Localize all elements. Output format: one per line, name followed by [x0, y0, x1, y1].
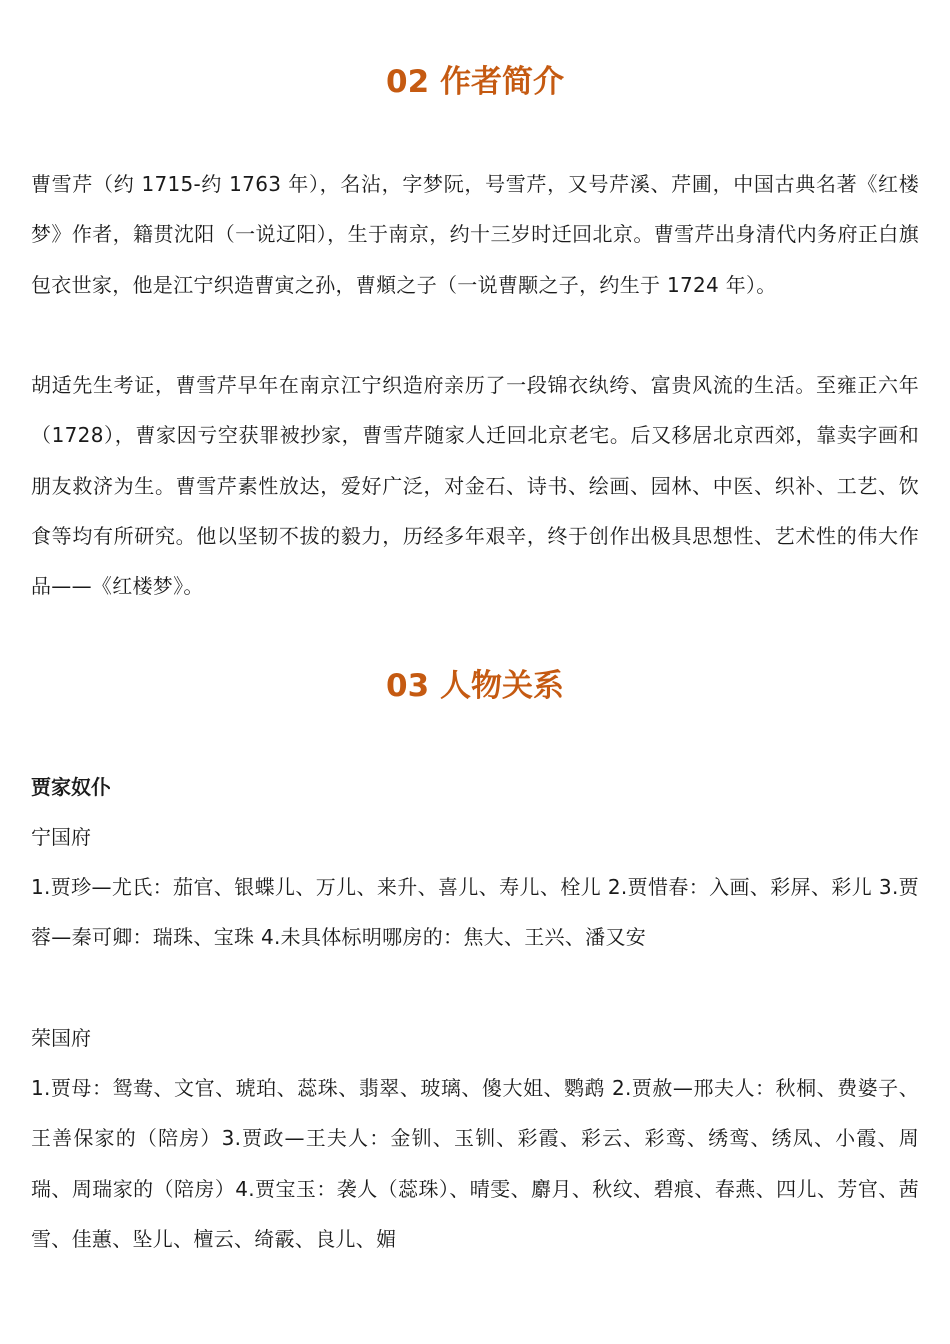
- author-paragraph-2: 胡适先生考证，曹雪芹早年在南京江宁织造府亲历了一段锦衣纨绔、富贵风流的生活。至雍正六年（1728），曹家因亏空获罪被抄家，曹雪芹随家人迁回北京老宅。后又移居北京西郊，靠卖字画和朋友救济为生。曹雪芹素性放达，爱好广泛，对金石、诗书、绘画、园林、中医、织补、工艺、饮食等均有所研究。他以坚韧不拔的毅力，历经多年艰辛，终于创作出极具思想性、艺术性的伟大作品——《红楼梦》。: [31, 373, 919, 599]
- servants-heading: 贾家奴仆: [31, 775, 111, 799]
- section-title-author: 02 作者简介: [386, 64, 564, 100]
- section-title-relations: 03 人物关系: [386, 668, 564, 704]
- rongguo-servants-paragraph: 1.贾母：鸳鸯、文官、琥珀、蕊珠、翡翠、玻璃、傻大姐、鹦鹉 2.贾赦—邢夫人：秋桐、费婆子、王善保家的（陪房）3.贾政—王夫人：金钏、玉钏、彩霞、彩云、彩鸾、绣鸾、绣凤、小霞、周瑞、周瑞家的（陪房）4.贾宝玉：袭人（蕊珠）、晴雯、麝月、秋纹、碧痕、春燕、四儿、芳官、茜雪、佳蕙、坠儿、檀云、绮霰、良儿、媚: [31, 1076, 919, 1251]
- ningguo-label: 宁国府: [31, 825, 91, 849]
- author-paragraph-1: 曹雪芹（约 1715-约 1763 年），名沾，字梦阮，号雪芹，又号芹溪、芹圃，中国古典名著《红楼梦》作者，籍贯沈阳（一说辽阳），生于南京，约十三岁时迁回北京。曹雪芹出身清代内务府正白旗包衣世家，他是江宁织造曹寅之孙，曹頫之子（一说曹颙之子，约生于 1724 年）。: [31, 172, 919, 297]
- rongguo-label: 荣国府: [31, 1026, 91, 1050]
- ningguo-servants-paragraph: 1.贾珍—尤氏：茄官、银蝶儿、万儿、来升、喜儿、寿儿、栓儿 2.贾惜春：入画、彩屏、彩儿 3.贾蓉—秦可卿：瑞珠、宝珠 4.未具体标明哪房的：焦大、王兴、潘又安: [31, 875, 919, 950]
